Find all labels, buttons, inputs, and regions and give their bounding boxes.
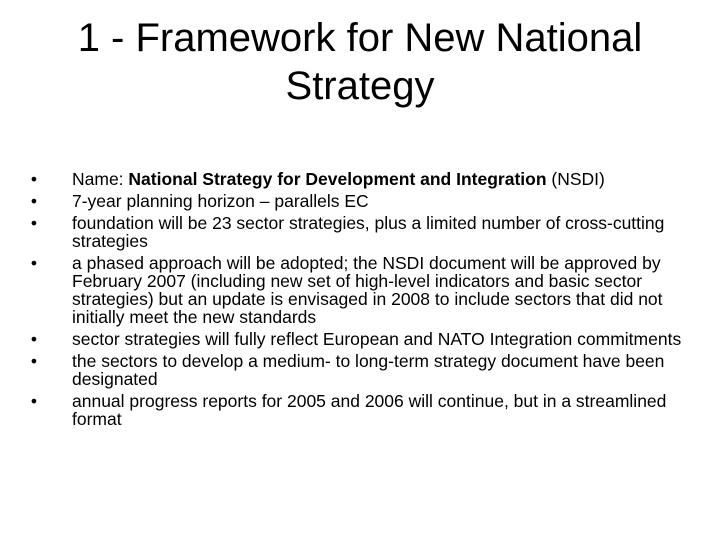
- bullet-item-foundation: [24, 214, 684, 250]
- bullet-item-sector-strategies: [24, 330, 684, 348]
- bullet-text: sector strategies will fully reflect European and NATO Integration commitments: [72, 329, 682, 349]
- title-line-2: Strategy: [285, 64, 435, 108]
- bullet-item-progress-reports: [24, 392, 684, 428]
- bullet-icon: •: [30, 391, 38, 411]
- bullet-list: [24, 170, 684, 432]
- slide-title: [36, 14, 684, 110]
- bullet-text: Name:: [72, 169, 129, 189]
- bullet-icon: •: [30, 213, 38, 233]
- bullet-icon: •: [30, 191, 38, 211]
- bullet-text: the sectors to develop a medium- to long-term strategy document have been designated: [72, 351, 665, 389]
- bullet-icon: •: [30, 169, 38, 189]
- bullet-text-bold: National Strategy for Development and Integration: [128, 169, 547, 189]
- bullet-icon: •: [30, 329, 38, 349]
- bullet-item-name: [24, 170, 684, 188]
- title-line-1: 1 - Framework for New National: [77, 16, 643, 60]
- bullet-text: annual progress reports for 2005 and 2006 will continue, but in a streamlined format: [72, 391, 667, 429]
- bullet-text: 7-year planning horizon – parallels EC: [72, 191, 369, 211]
- bullet-item-sectors-designated: [24, 352, 684, 388]
- bullet-icon: •: [30, 351, 38, 371]
- bullet-text: foundation will be 23 sector strategies, plus a limited number of cross-cutting strategies: [72, 213, 665, 251]
- bullet-text: a phased approach will be adopted; the NSDI document will be approved by February 2007 (including new set of high-level indicators and basic sector strategies) but an update is envisaged in 2008 to include sectors that did not initially meet the new standards: [72, 253, 663, 327]
- bullet-text-rest: (NSDI): [546, 169, 605, 189]
- bullet-item-phased-approach: [24, 254, 684, 326]
- bullet-icon: •: [30, 253, 38, 273]
- bullet-item-planning-horizon: [24, 192, 684, 210]
